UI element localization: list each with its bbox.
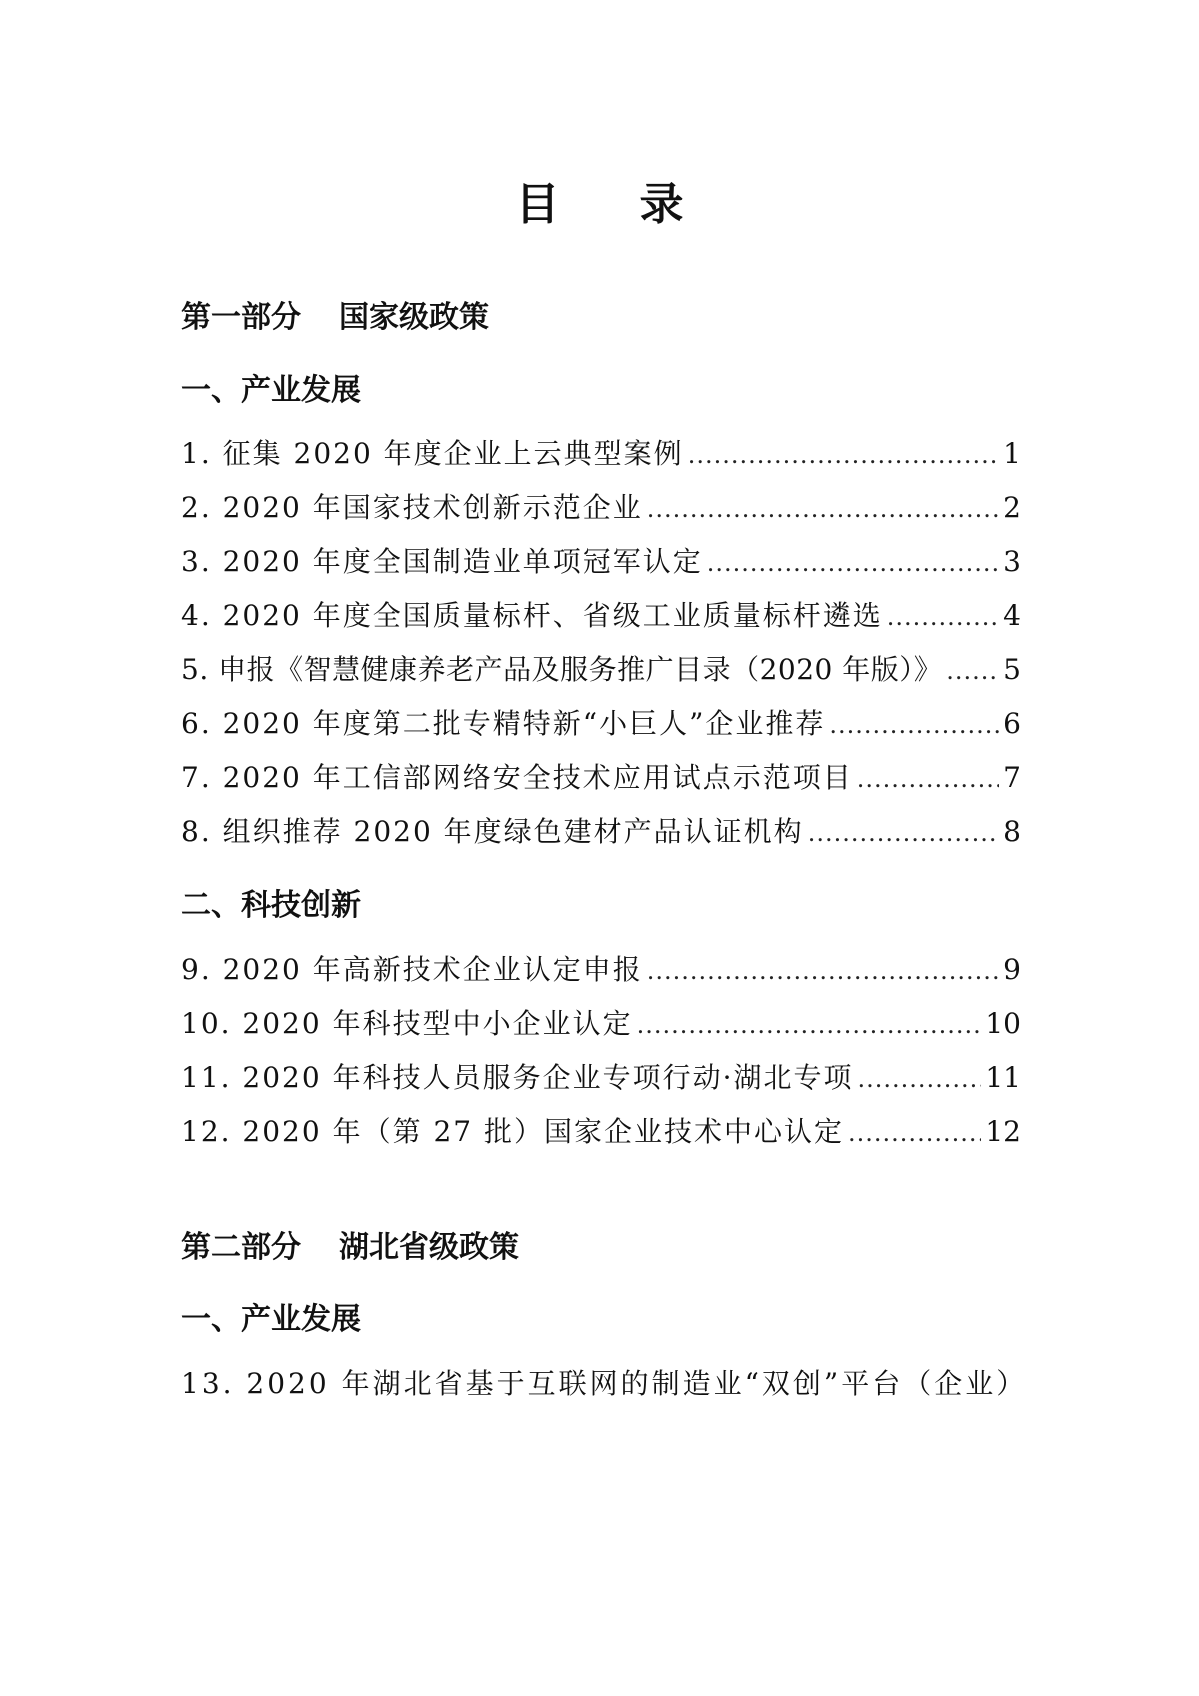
toc-entry[interactable] xyxy=(181,540,1021,580)
toc-entry-label: 2. 2020 年国家技术创新示范企业 xyxy=(181,491,643,524)
part-label: 第一部分 xyxy=(181,300,301,335)
dot-leader xyxy=(688,441,999,469)
part-heading-1 xyxy=(181,292,489,336)
toc-entry[interactable] xyxy=(181,432,1021,472)
toc-entry-page: 8 xyxy=(1003,815,1021,848)
dot-leader xyxy=(946,657,999,685)
toc-entry-label: 13. 2020 年湖北省基于互联网的制造业“双创”平台（企业） xyxy=(181,1367,1028,1400)
title-char-left: 目 xyxy=(515,179,560,230)
title-char-right: 录 xyxy=(639,179,684,230)
toc-entry[interactable] xyxy=(181,1056,1021,1096)
toc-entry[interactable] xyxy=(181,810,1021,850)
toc-entry[interactable] xyxy=(181,648,1021,688)
toc-entry-label: 8. 组织推荐 2020 年度绿色建材产品认证机构 xyxy=(181,815,804,848)
toc-entry[interactable] xyxy=(181,1002,1021,1042)
toc-entry-label: 5. 申报《智慧健康养老产品及服务推广目录（2020 年版）》 xyxy=(181,653,943,686)
dot-leader xyxy=(707,549,999,577)
toc-entry-page: 10 xyxy=(985,1007,1021,1040)
toc-entry-label: 3. 2020 年度全国制造业单项冠军认定 xyxy=(181,545,703,578)
toc-entry-label: 10. 2020 年科技型中小企业认定 xyxy=(181,1007,633,1040)
page-title xyxy=(0,168,1199,232)
dot-leader xyxy=(829,711,999,739)
toc-entry-label: 1. 征集 2020 年度企业上云典型案例 xyxy=(181,437,684,470)
toc-entry[interactable] xyxy=(181,486,1021,526)
toc-entry[interactable] xyxy=(181,948,1021,988)
toc-entry-page: 4 xyxy=(1003,599,1021,632)
toc-entry[interactable] xyxy=(181,594,1021,634)
toc-entry-label: 6. 2020 年度第二批专精特新“小巨人”企业推荐 xyxy=(181,707,826,740)
dot-leader xyxy=(857,765,999,793)
toc-entry-page: 12 xyxy=(985,1115,1021,1148)
toc-entry-page: 5 xyxy=(1003,653,1021,686)
toc-entry[interactable] xyxy=(181,702,1021,742)
toc-entry[interactable] xyxy=(181,756,1021,796)
toc-entry-page: 3 xyxy=(1003,545,1021,578)
dot-leader xyxy=(637,1011,982,1039)
dot-leader xyxy=(808,819,999,847)
dot-leader xyxy=(858,1065,982,1093)
part-label: 第二部分 xyxy=(181,1230,301,1265)
toc-entry-page: 6 xyxy=(1003,707,1021,740)
toc-entry-label: 4. 2020 年度全国质量标杆、省级工业质量标杆遴选 xyxy=(181,599,883,632)
toc-entry-label: 9. 2020 年高新技术企业认定申报 xyxy=(181,953,643,986)
dot-leader xyxy=(647,957,999,985)
toc-entry-label: 7. 2020 年工信部网络安全技术应用试点示范项目 xyxy=(181,761,853,794)
toc-entry-label: 11. 2020 年科技人员服务企业专项行动·湖北专项 xyxy=(181,1061,854,1094)
toc-entry-page: 7 xyxy=(1003,761,1021,794)
toc-entry-page: 1 xyxy=(1003,437,1021,470)
dot-leader xyxy=(647,495,999,523)
dot-leader xyxy=(887,603,999,631)
dot-leader xyxy=(848,1119,981,1147)
part-name: 国家级政策 xyxy=(339,300,489,335)
section-heading: 一、产业发展 xyxy=(181,1302,361,1337)
toc-entry-page: 2 xyxy=(1003,491,1021,524)
toc-entry[interactable] xyxy=(181,1110,1021,1150)
part-name: 湖北省级政策 xyxy=(339,1230,519,1265)
section-heading: 二、科技创新 xyxy=(181,888,361,923)
part-heading-2 xyxy=(181,1222,519,1266)
toc-entry-page: 11 xyxy=(985,1061,1021,1094)
section-heading: 一、产业发展 xyxy=(181,373,361,408)
toc-entry-label: 12. 2020 年（第 27 批）国家企业技术中心认定 xyxy=(181,1115,845,1148)
toc-entry[interactable] xyxy=(181,1362,1028,1402)
toc-entry-page: 9 xyxy=(1003,953,1021,986)
